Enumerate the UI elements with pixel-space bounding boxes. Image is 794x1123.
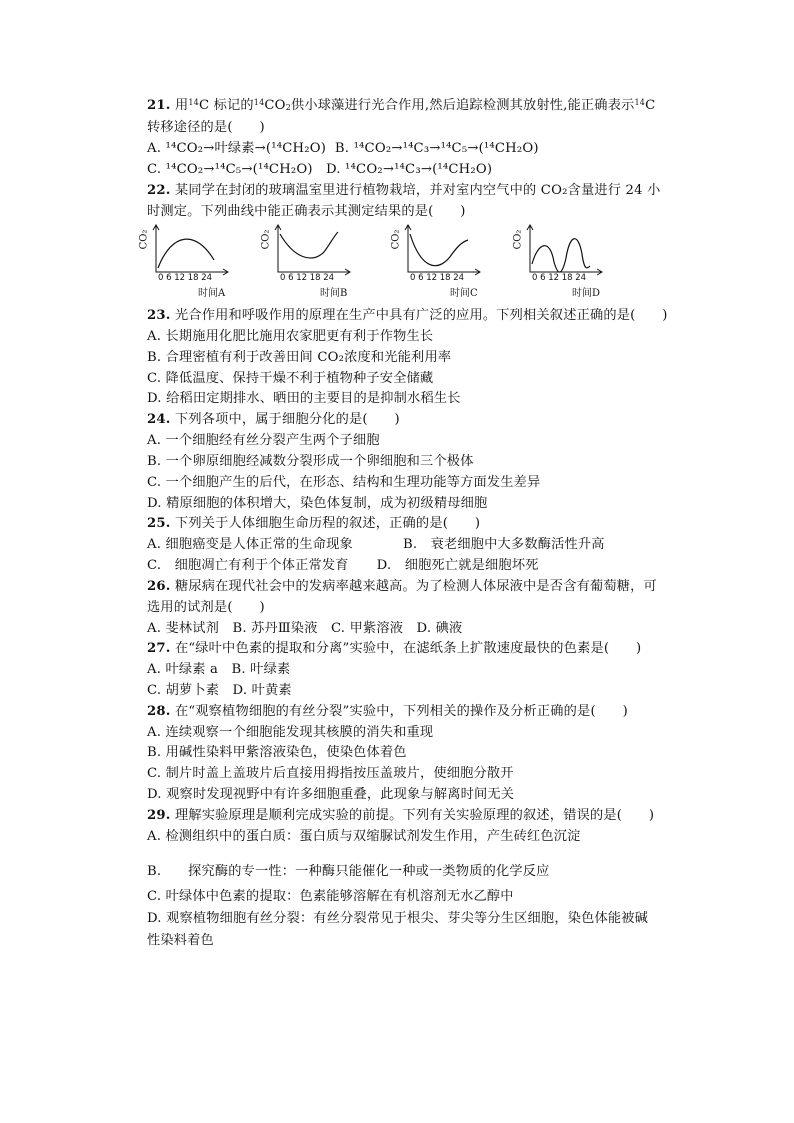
q24-option-b: B. 一个卵原细胞经减数分裂形成一个卵细胞和三个极体: [147, 454, 474, 469]
graph-ylabel: CO₂: [512, 229, 524, 250]
q26-stem: 26. 糖尿病在现代社会中的发病率越来越高。为了检测人体尿液中是否含有葡萄糖，可: [147, 579, 657, 594]
q24-option-c: C. 一个细胞产生的后代，在形态、结构和生理功能等方面发生差异: [147, 475, 541, 490]
q23-option-b: B. 合理密植有利于改善田间 CO₂浓度和光能利用率: [147, 350, 452, 365]
q29-option-d-line1: D. 观察植物细胞有丝分裂：有丝分裂常见于根尖、芽尖等分生区细胞，染色体能被碱: [147, 911, 649, 926]
q21-option-d: D. ¹⁴CO₂→¹⁴C₃→(¹⁴CH₂O): [325, 162, 493, 177]
q23-option-c: C. 降低温度、保持干燥不利于植物种子安全储藏: [147, 371, 434, 386]
graph-xlabel: 时间B: [320, 288, 348, 299]
q25-option-c: C. 细胞凋亡有利于个体正常发育: [147, 558, 349, 573]
q29-option-a: A. 检测组织中的蛋白质：蛋白质与双缩脲试剂发生作用，产生砖红色沉淀: [147, 829, 581, 844]
graph-ticks: 0 6 12 18 24: [410, 273, 465, 283]
q29-option-b: B. 探究酶的专一性：一种酶只能催化一种或一类物质的化学反应: [147, 864, 550, 879]
q24-stem: 24. 下列各项中，属于细胞分化的是( ): [147, 412, 400, 427]
co2-curve: [280, 232, 338, 258]
q25-options-cd: [147, 556, 539, 576]
graph-axes: [408, 226, 480, 272]
graph-xlabel: 时间D: [572, 288, 601, 299]
q29-option-d-line2: 性染料着色: [147, 933, 214, 948]
q25-options-ab: [147, 535, 605, 555]
graph-letter: D: [592, 288, 601, 299]
q28-option-c: C. 制片时盖上盖玻片后直接用拇指按压盖玻片，使细胞分散开: [147, 766, 514, 781]
q28-option-a: A. 连续观察一个细胞能发现其核膜的消失和重现: [147, 725, 434, 740]
graph-xlabel: 时间C: [450, 288, 478, 299]
q23-option-d: D. 给稻田定期排水、晒田的主要目的是抑制水稻生长: [147, 391, 461, 406]
graph-ylabel: CO₂: [138, 229, 150, 250]
graph-d: [512, 224, 608, 299]
q22-stem-line2: 时测定。下列曲线中能正确表示其测定结果的是( ): [147, 204, 466, 219]
q21-stem-line2: 转移途径的是( ): [147, 120, 265, 135]
graph-xlabel: 时间A: [198, 288, 226, 299]
q22-number: 22.: [147, 183, 171, 198]
q24-option-a: A. 一个细胞经有丝分裂产生两个子细胞: [147, 433, 380, 448]
graph-c: [390, 224, 486, 299]
q28-number: 28.: [147, 704, 171, 719]
graph-letter: B: [340, 288, 348, 299]
graph-ticks: 0 6 12 18 24: [158, 273, 213, 283]
graph-axes: [156, 226, 228, 272]
q21-options-ab: [147, 139, 539, 159]
graph-ticks: 0 6 12 18 24: [532, 273, 587, 283]
q21-option-c: C. ¹⁴CO₂→¹⁴C₅→(¹⁴CH₂O): [147, 162, 313, 177]
q25-option-a: A. 细胞癌变是人体正常的生命现象: [147, 537, 353, 552]
q29-number: 29.: [147, 808, 171, 823]
q28-option-d: D. 观察时发现视野中有许多细胞重叠，此现象与解离时间无关: [147, 787, 515, 802]
q25-option-b: B. 衰老细胞中大多数酶活性升高: [402, 537, 605, 552]
q23-stem: 23. 光合作用和呼吸作用的原理在生产中具有广泛的应用。下列相关叙述正确的是( ): [147, 308, 668, 323]
q24-number: 24.: [147, 412, 171, 427]
graph-axes: [278, 226, 350, 272]
graph-letter: C: [470, 288, 478, 299]
q26-stem-line2: 选用的试剂是( ): [147, 600, 265, 615]
q21-option-a: A. ¹⁴CO₂→叶绿素→(¹⁴CH₂O): [147, 141, 327, 156]
graph-ticks: 0 6 12 18 24: [280, 273, 335, 283]
graph-letter: A: [218, 288, 226, 299]
q25-option-d: D. 细胞死亡就是细胞坏死: [376, 558, 539, 573]
q27-options-ab: A. 叶绿素 a B. 叶绿素: [147, 662, 291, 677]
graph-axes: [530, 226, 602, 272]
q21-stem: 21. 用$^{14}$C 标记的$^{14}CO_2$供小球藻进行光合作用,然后追踪检测其放射性,能正确表示$^{14}$C: [147, 98, 656, 113]
q29-option-c: C. 叶绿体中色素的提取：色素能够溶解在有机溶剂无水乙醇中: [147, 889, 514, 904]
q26-number: 26.: [147, 579, 171, 594]
co2-curve: [532, 239, 590, 272]
q28-option-b: B. 用碱性染料甲紫溶液染色，使染色体着色: [147, 745, 407, 760]
q22-stem: 22. 某同学在封闭的玻璃温室里进行植物栽培，并对室内空气中的 CO₂含量进行 24 小: [147, 183, 661, 198]
q25-stem: 25. 下列关于人体细胞生命历程的叙述，正确的是( ): [147, 516, 481, 531]
co2-curve: [410, 234, 468, 266]
graph-ylabel: CO₂: [390, 229, 402, 250]
q23-number: 23.: [147, 308, 171, 323]
q21-option-b: B. ¹⁴CO₂→¹⁴C₃→¹⁴C₅→(¹⁴CH₂O): [334, 141, 539, 156]
q24-option-d: D. 精原细胞的体积增大，染色体复制，成为初级精母细胞: [147, 496, 488, 511]
q27-options-cd: C. 胡萝卜素 D. 叶黄素: [147, 683, 292, 698]
q21-options-cd: [147, 160, 492, 180]
q29-stem: 29. 理解实验原理是顺利完成实验的前提。下列有关实验原理的叙述，错误的是( ): [147, 808, 655, 823]
co2-curve: [158, 239, 214, 268]
graph-a: [138, 224, 234, 299]
q28-stem: 28. 在“观察植物细胞的有丝分裂”实验中，下列相关的操作及分析正确的是( ): [147, 704, 628, 719]
graph-ylabel: CO₂: [260, 229, 272, 250]
q26-options: A. 斐林试剂 B. 苏丹Ⅲ染液 C. 甲紫溶液 D. 碘液: [147, 621, 463, 636]
graph-b: [260, 224, 356, 299]
q25-number: 25.: [147, 516, 171, 531]
q27-number: 27.: [147, 641, 171, 656]
q21-number: 21.: [147, 98, 171, 113]
q27-stem: 27. 在“绿叶中色素的提取和分离”实验中，在滤纸条上扩散速度最快的色素是( ): [147, 641, 642, 656]
q23-option-a: A. 长期施用化肥比施用农家肥更有利于作物生长: [147, 329, 434, 344]
